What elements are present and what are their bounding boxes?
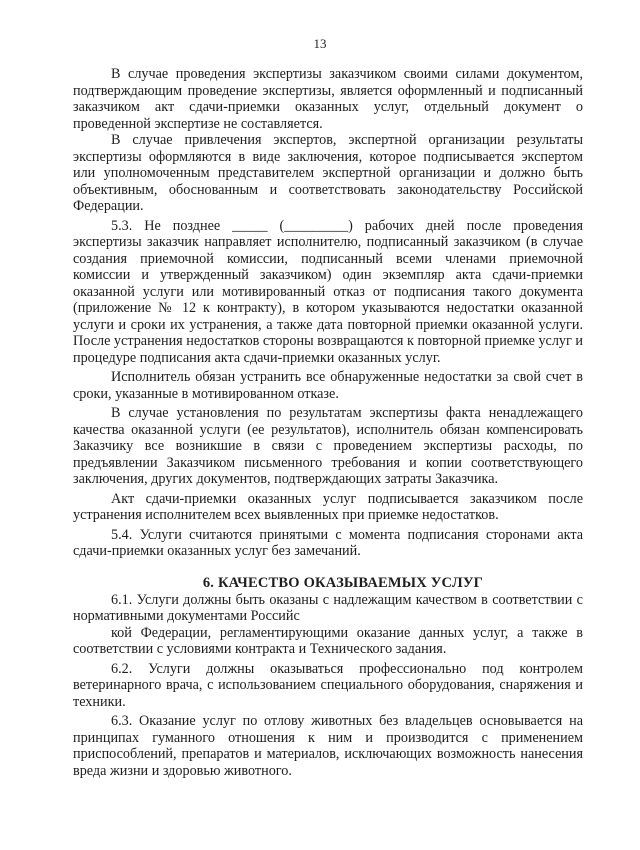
paragraph: 5.3. Не позднее _____ (_________) рабочих дней после проведения экспертизы заказчик направляет исполнителю, подписанный заказчиком (в случае создания приемочной комиссии, подписанный всеми членами приемочной комиссии и утвержденный заказчиком) один экземпляр акта сдачи-приемки оказанной услуги или мотивированный отказ от подписания такого документа (приложение № 12 к контракту), в котором указываются недостатки оказанной услуги и сроки их устранения, а также дата повторной приемки оказанной услуги. После устранения недостатков стороны возвращаются к повторной приемке услуг и процедуре подписания акта сдачи-приемки оказанных услуг. [73,217,583,366]
paragraph: кой Федерации, регламентирующими оказание данных услуг, а также в соответствии с условиями контракта и Технического задания. [73,624,583,657]
paragraph: 6.1. Услуги должны быть оказаны с надлежащим качеством в соответствии с нормативными документами Российс [73,591,583,624]
section-heading: 6. КАЧЕСТВО ОКАЗЫВАЕМЫХ УСЛУГ [202,574,484,591]
paragraph: В случае проведения экспертизы заказчиком своими силами документом, подтверждающим проведение экспертизы, является оформленный и подписанный заказчиком акт сдачи-приемки оказанных услуг, отдельный документ о проведенной экспертизе не составляется. [73,66,583,132]
page-number: 13 [313,36,327,51]
paragraph: Исполнитель обязан устранить все обнаруженные недостатки за свой счет в сроки, указанные в мотивированном отказе. [73,369,583,402]
paragraph: 6.2. Услуги должны оказываться профессионально под контролем ветеринарного врача, с использованием специального оборудования, снаряжения и техники. [73,660,583,710]
paragraph: 5.4. Услуги считаются принятыми с момента подписания сторонами акта сдачи-приемки оказанных услуг без замечаний. [73,526,583,559]
paragraph: В случае привлечения экспертов, экспертной организации результаты экспертизы оформляются в виде заключения, которое подписывается экспертом или уполномоченным представителем экспертной организации и должно быть объективным, обоснованным и соответствовать законодательству Российской Федерации. [73,132,583,214]
paragraph: Акт сдачи-приемки оказанных услуг подписывается заказчиком после устранения исполнителем всех выявленных при приемке недостатков. [73,490,583,523]
paragraph: 6.3. Оказание услуг по отлову животных без владельцев основывается на принципах гуманного отношения к ним и производится с применением приспособлений, препаратов и материалов, исключающих возможность нанесения вреда жизни и здоровью животного. [73,713,583,779]
paragraph: В случае установления по результатам экспертизы факта ненадлежащего качества оказанной услуги (ее результатов), исполнитель обязан компенсировать Заказчику все возникшие в связи с проведением экспертизы расходы, по предъявлении Заказчиком письменного требования и копии соответствующего заключения, других документов, подтверждающих затраты Заказчика. [73,405,583,487]
document-body [73,66,583,779]
